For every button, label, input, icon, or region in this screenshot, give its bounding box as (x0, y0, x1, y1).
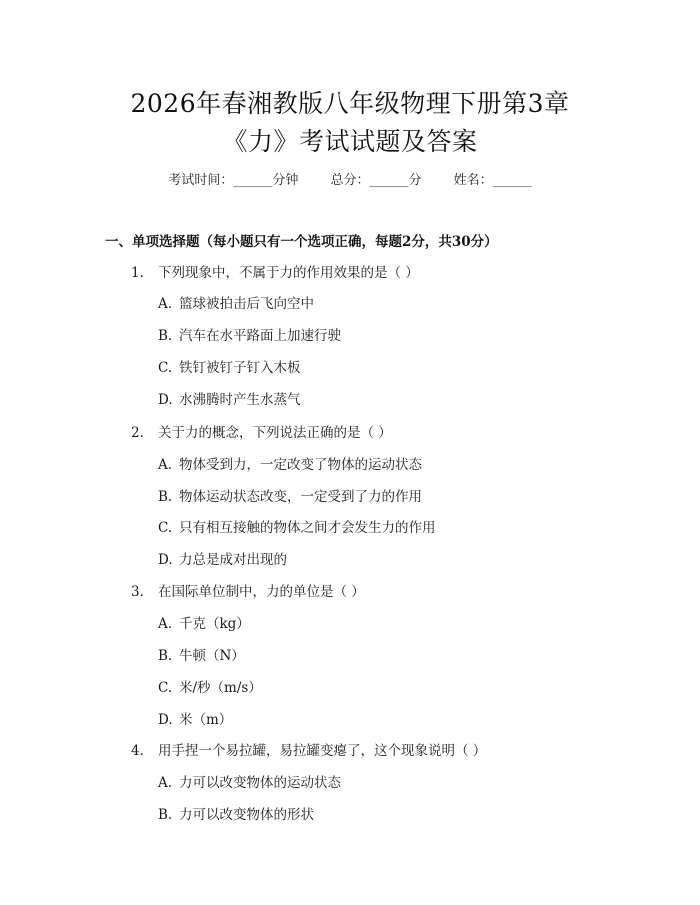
exam-time-field: 考试时间：______分钟 (168, 173, 299, 188)
option-letter: B. (158, 648, 173, 664)
option-letter: D. (158, 552, 173, 568)
document-title-line-2: 《力》考试试题及答案 (222, 127, 478, 156)
option-letter: C. (158, 360, 173, 376)
question-2-option-d (158, 548, 287, 568)
option-text: 力可以改变物体的运动状态 (179, 775, 341, 791)
student-name-field: 姓名：______ (453, 173, 532, 188)
question-4-option-b (158, 803, 314, 823)
total-score-field: 总分：______分 (330, 173, 422, 188)
option-letter: A. (158, 457, 173, 473)
question-text: 用手捏一个易拉罐，易拉罐变瘪了，这个现象说明（ ） (158, 743, 487, 759)
option-text: 米/秒（m/s） (179, 680, 262, 696)
option-letter: A. (158, 296, 173, 312)
question-3-option-b (158, 644, 245, 664)
option-letter: C. (158, 520, 173, 536)
question-number: 4. (131, 743, 144, 759)
question-3 (131, 580, 365, 600)
option-text: 物体受到力，一定改变了物体的运动状态 (179, 457, 422, 473)
option-letter: A. (158, 775, 173, 791)
option-text: 力可以改变物体的形状 (179, 807, 314, 823)
question-number: 2. (131, 425, 144, 441)
question-2-option-c (158, 516, 436, 536)
question-4-option-a (158, 771, 341, 791)
document-title-line-1: 2026年春湘教版八年级物理下册第3章 (130, 89, 570, 118)
question-1-option-a (158, 292, 314, 312)
question-1-option-b (158, 324, 341, 344)
question-number: 1. (131, 265, 144, 281)
question-text: 在国际单位制中，力的单位是（ ） (158, 584, 365, 600)
option-letter: B. (158, 489, 173, 505)
question-4 (131, 739, 486, 759)
option-letter: A. (158, 616, 173, 632)
option-letter: B. (158, 807, 173, 823)
question-1-option-c (158, 356, 301, 376)
section-heading: 一、单项选择题（每小题只有一个选项正确，每题2分，共30分） (105, 234, 498, 250)
option-letter: D. (158, 392, 173, 408)
question-text: 关于力的概念，下列说法正确的是（ ） (158, 425, 392, 441)
question-3-option-c (158, 676, 262, 696)
question-1 (131, 261, 419, 281)
option-letter: C. (158, 680, 173, 696)
question-number: 3. (131, 584, 144, 600)
option-text: 力总是成对出现的 (179, 552, 287, 568)
question-text: 下列现象中，不属于力的作用效果的是（ ） (158, 265, 419, 281)
question-2-option-a (158, 453, 422, 473)
option-text: 只有相互接触的物体之间才会发生力的作用 (179, 520, 436, 536)
question-3-option-d (158, 708, 232, 728)
option-text: 牛顿（N） (179, 648, 245, 664)
option-text: 篮球被拍击后飞向空中 (179, 296, 314, 312)
option-text: 米（m） (179, 712, 233, 728)
option-text: 千克（kg） (179, 616, 250, 632)
question-2 (131, 421, 392, 441)
question-2-option-b (158, 485, 422, 505)
option-text: 汽车在水平路面上加速行驶 (179, 328, 341, 344)
exam-meta-row (0, 169, 700, 188)
option-letter: B. (158, 328, 173, 344)
question-3-option-a (158, 612, 250, 632)
option-letter: D. (158, 712, 173, 728)
option-text: 物体运动状态改变，一定受到了力的作用 (179, 489, 422, 505)
question-1-option-d (158, 388, 301, 408)
option-text: 铁钉被钉子钉入木板 (179, 360, 301, 376)
option-text: 水沸腾时产生水蒸气 (179, 392, 301, 408)
